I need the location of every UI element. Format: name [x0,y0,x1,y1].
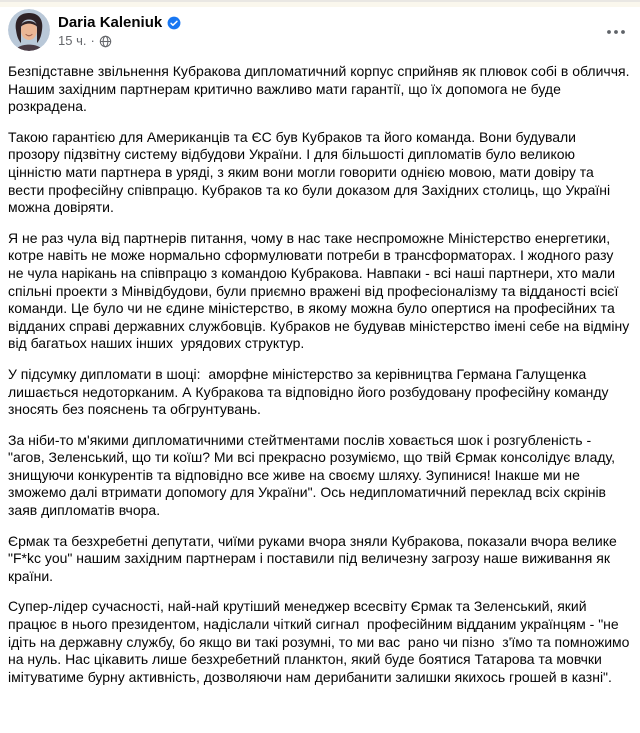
verified-badge-icon [167,16,181,30]
post-paragraph: Єрмак та безхребетні депутати, чиїми руками вчора зняли Кубракова, показали вчора велике "F*kc you" нашим західним партнерам і поставили під величезну загрозу наше виживання як країни. [8,532,621,584]
globe-icon [99,35,112,48]
post-paragraph: Супер-лідер сучасності, най-най крутіший менеджер всесвіту Єрмак та Зеленський, який працює в нього президентом, надіслали чіткий сигнал професійним відданим українцям - "не ідіть на державну службу, бо якщо ви такі розумні, то ми вас рано чи пізно з'їмо та помножимо на нуль. Нас цікавить лише безхребетний планктон, який буде боятися Татарова та мовчки імітуватиме бурну активність, дозволяючи нам дерибанити залишки якихось грошей в казні". [8,598,634,685]
avatar-image [8,9,50,51]
post-body [0,51,640,686]
post-header [0,7,640,51]
post-paragraph: У підсумку дипломати в шоці: аморфне міністерство за керівництва Германа Галущенка лишається недоторканим. А Кубракова та відповідно його розбудовану професійну команду зносять без пояснень та обгрунтувань. [8,365,613,418]
post-paragraph: Я не раз чула від партнерів питання, чому в нас таке неспроможне Міністерство енергетики, котре навіть не може нормально сформулювати потреби в трансформаторах. І жодного разу не чула нарікань на співпрацю з командою Кубракова. Навпаки - всі наші партнери, хто мали спільні проекти з Мінвідбудови, були приємно вражені від професіоналізму та відданості всієї команди. Це було чи не єдине міністерство, в якому можна було опертися на професійних та відданих справі державних службовців. Кубраков не будував міністерство імені себе на відміну від багатьох наших інших урядових структур. [8,229,634,352]
avatar[interactable] [8,9,50,51]
meta-separator: · [90,33,95,48]
timestamp[interactable]: 15 ч. [58,33,87,48]
author-name-row [58,13,181,32]
post-header-text [58,9,181,49]
author-name[interactable]: Daria Kaleniuk [58,14,163,31]
post-meta [58,33,181,49]
post-paragraph: За ніби-то м'якими дипломатичними стейтментами послів ховається шок і розгубленість - "агов, Зеленський, що ти коїш? Ми всі прекрасно розуміємо, що твій Єрмак консолідує владу, знищуючи конкурентів та відповідно все живе на своєму шляху. Зупинися! Інакше ми не зможемо далі втримати допомогу для України". Ось недипломатичний переклад всіх скрінів заяв дипломатів вчора. [8,431,619,519]
post-paragraph: Безпідставне звільнення Кубракова дипломатичний корпус сприйняв як плювок собі в обличчя. Нашим західним партнерам критично важливо мати гарантії, що їх допомога не буде розкрадена. [8,63,638,115]
ellipsis-icon [606,29,626,35]
post-paragraph: Такою гарантією для Американців та ЄС був Кубраков та його команда. Вони будували прозору підзвітну систему відбудови України. І для більшості дипломатів було великою цінністю мати партнера в уряді, з яким вони могли говорити однією мовою, мати довіру та вести професійну співпрацю. Кубраков та ко були доказом для Західних столиць, що Україні можна довіряти. [8,128,615,216]
more-options-button[interactable] [602,23,630,41]
top-strip [0,0,640,7]
